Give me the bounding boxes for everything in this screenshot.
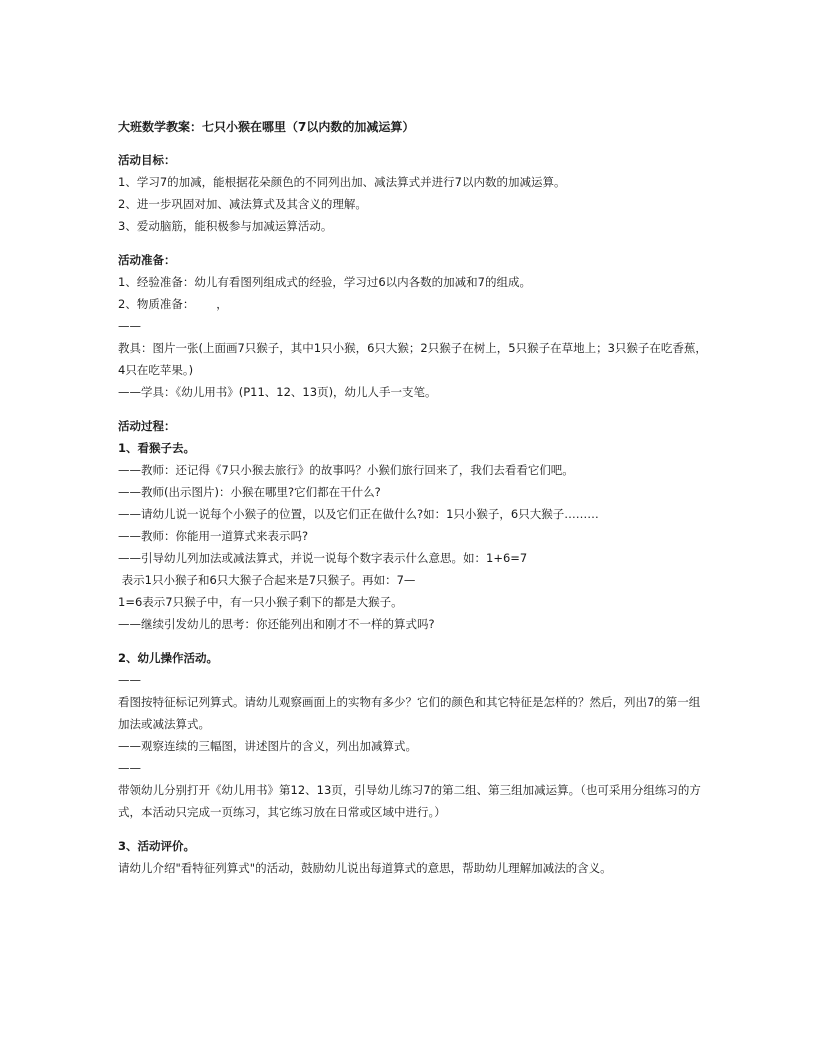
- section-heading: 活动目标：: [118, 153, 176, 167]
- section-heading: 活动准备：: [118, 253, 176, 267]
- document-title: 大班数学教案：七只小猴在哪里（7以内数的加减运算）: [118, 120, 415, 134]
- document-body: [118, 117, 708, 891]
- section-preparation: [118, 249, 708, 403]
- goal-line: 2、进一步巩固对加、减法算式及其含义的理解。: [118, 197, 367, 211]
- section-goals: [118, 149, 708, 237]
- operation-line: ——观察连续的三幅图，讲述图片的含义，列出加减算式。: [118, 739, 417, 753]
- preparation-line: ——: [118, 319, 141, 333]
- goal-line: 1、学习7的加减，能根据花朵颜色的不同列出加、减法算式并进行7以内数的加减运算。: [118, 175, 566, 189]
- preparation-line: 教具：图片一张(上面画7只猴子，其中1只小猴，6只大猴；2只猴子在树上，5只猴子在草地上；3只猴子在吃香蕉，4只在吃苹果。): [118, 341, 707, 377]
- section-process: [118, 415, 708, 635]
- process-line: ——请幼儿说一说每个小猴子的位置，以及它们正在做什么?如：1只小猴子，6只大猴子………: [118, 507, 599, 521]
- section-heading: 活动过程：: [118, 419, 176, 433]
- operation-line: ——: [118, 761, 141, 775]
- operation-line: ——: [118, 673, 141, 687]
- goal-line: 3、爱动脑筋，能积极参与加减运算活动。: [118, 219, 333, 233]
- process-line: ——教师：你能用一道算式来表示吗?: [118, 529, 309, 543]
- process-line: ——引导幼儿列加法或减法算式，并说一说每个数字表示什么意思。如：1+6=7: [118, 551, 528, 565]
- process-line: ——教师：还记得《7只小猴去旅行》的故事吗？小猴们旅行回来了，我们去看看它们吧。: [118, 463, 574, 477]
- process-line: ——继续引发幼儿的思考：你还能列出和刚才不一样的算式吗?: [118, 617, 435, 631]
- section-operation: [118, 647, 708, 823]
- preparation-line: ——学具：《幼儿用书》(P11、12、13页)，幼儿人手一支笔。: [118, 385, 437, 399]
- process-line: 1=6表示7只猴子中，有一只小猴子剩下的都是大猴子。: [118, 595, 403, 609]
- preparation-line: 2、物质准备： ，: [118, 297, 228, 311]
- subsection-heading: 2、幼儿操作活动。: [118, 651, 219, 665]
- preparation-line: 1、经验准备：幼儿有看图列组成式的经验，学习过6以内各数的加减和7的组成。: [118, 275, 531, 289]
- subsection-heading: 1、看猴子去。: [118, 441, 196, 455]
- process-line: ——教师(出示图片)：小猴在哪里?它们都在干什么?: [118, 485, 381, 499]
- evaluation-line: 请幼儿介绍"看特征列算式"的活动，鼓励幼儿说出每道算式的意思，帮助幼儿理解加减法的含义。: [118, 861, 612, 875]
- operation-line: 看图按特征标记列算式。请幼儿观察画面上的实物有多少？它们的颜色和其它特征是怎样的？然后，列出7的第一组加法或减法算式。: [118, 695, 701, 731]
- process-line: 表示1只小猴子和6只大猴子合起来是7只猴子。再如：7—: [118, 573, 416, 587]
- subsection-heading: 3、活动评价。: [118, 839, 196, 853]
- section-evaluation: [118, 835, 708, 879]
- operation-line: 带领幼儿分别打开《幼儿用书》第12、13页，引导幼儿练习7的第二组、第三组加减运算。（也可采用分组练习的方式，本活动只完成一页练习，其它练习放在日常或区域中进行。）: [118, 783, 701, 819]
